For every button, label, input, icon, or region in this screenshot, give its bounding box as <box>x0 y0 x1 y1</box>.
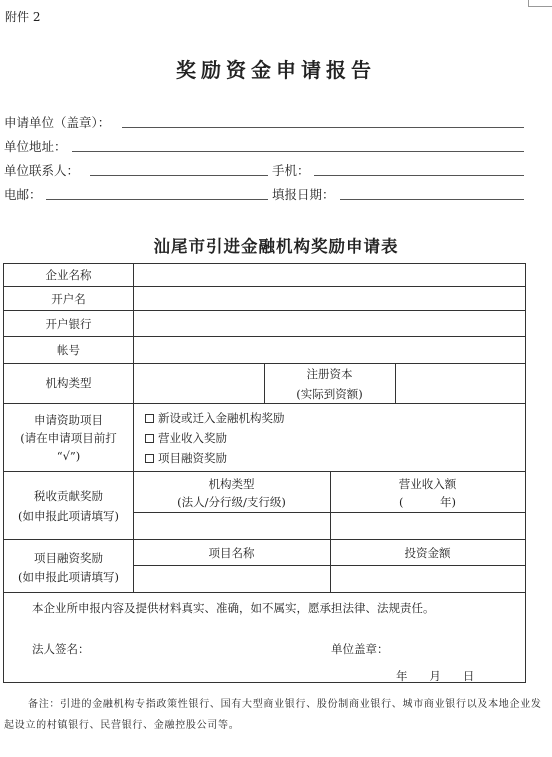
apply-item-hint: (请在申请项目前打 <box>20 431 117 445</box>
form-title: 汕尾市引进金融机构奖励申请表 <box>153 237 399 256</box>
checkbox-icon[interactable] <box>145 434 154 443</box>
project-name-label: 项目名称 <box>208 546 255 560</box>
mobile-field-line[interactable] <box>314 175 524 176</box>
email-field-line[interactable] <box>46 199 268 200</box>
tax-reward-label: 税收贡献奖励 <box>34 489 103 503</box>
apply-item-checkmark-hint: “√”) <box>56 449 81 463</box>
option-revenue[interactable] <box>145 430 227 446</box>
applicant-label: 申请单位（盖章）： <box>4 115 111 130</box>
investment-label: 投资金额 <box>404 546 451 560</box>
page-title: 奖励资金申请报告 <box>176 58 376 82</box>
option-project-financing[interactable] <box>145 450 227 466</box>
registered-capital-sub-label: (实际到资额) <box>296 387 363 401</box>
contact-field-line[interactable] <box>90 175 268 176</box>
applicant-field-line[interactable] <box>122 127 524 128</box>
finance-reward-label: 项目融资奖励 <box>34 551 103 565</box>
legal-sign-label: 法人签名： <box>32 642 90 656</box>
registered-capital-label: 注册资本 <box>306 367 353 381</box>
attachment-label: 附件 2 <box>5 10 41 24</box>
fill-date-label: 填报日期： <box>272 187 335 202</box>
option-label: 项目融资奖励 <box>158 451 227 465</box>
tax-reward-hint: (如申报此项请填写) <box>18 509 119 523</box>
mobile-label: 手机： <box>272 163 310 178</box>
org-type-sub-label: 机构类型 <box>208 477 255 491</box>
option-label: 营业收入奖励 <box>158 431 227 445</box>
unit-seal-label: 单位盖章： <box>331 642 389 656</box>
declaration-text: 本企业所申报内容及提供材料真实、准确，如不属实，愿承担法律、法规责任。 <box>32 601 435 615</box>
contact-label: 单位联系人： <box>4 163 80 178</box>
apply-item-label: 申请资助项目 <box>34 413 103 427</box>
address-field-line[interactable] <box>72 151 524 152</box>
date-line: 年 月 日 <box>396 669 475 683</box>
finance-reward-hint: (如申报此项请填写) <box>18 570 119 584</box>
corner-line <box>528 6 552 7</box>
revenue-label: 营业收入额 <box>398 477 457 491</box>
address-label: 单位地址： <box>4 139 67 154</box>
fill-date-field-line[interactable] <box>340 199 524 200</box>
company-name-label: 企业名称 <box>45 268 92 282</box>
option-label: 新设或迁入金融机构奖励 <box>158 411 285 425</box>
checkbox-icon[interactable] <box>145 414 154 423</box>
application-table <box>3 263 526 683</box>
account-number-label: 帐号 <box>57 343 80 357</box>
checkbox-icon[interactable] <box>145 454 154 463</box>
option-new-institution[interactable] <box>145 410 285 426</box>
footnote: 备注：引进的金融机构专指政策性银行、国有大型商业银行、股份制商业银行、城市商业银行以及本地企业发起设立的村镇银行、民营银行、金融控股公司等。 <box>4 699 542 731</box>
bank-label: 开户银行 <box>45 317 92 331</box>
email-label: 电邮： <box>4 187 42 202</box>
account-name-label: 开户名 <box>51 292 86 306</box>
org-type-label: 机构类型 <box>45 376 92 390</box>
revenue-year-hint: ( 年) <box>398 495 457 509</box>
org-type-sub-hint: (法人/分行级/支行级) <box>177 495 286 509</box>
